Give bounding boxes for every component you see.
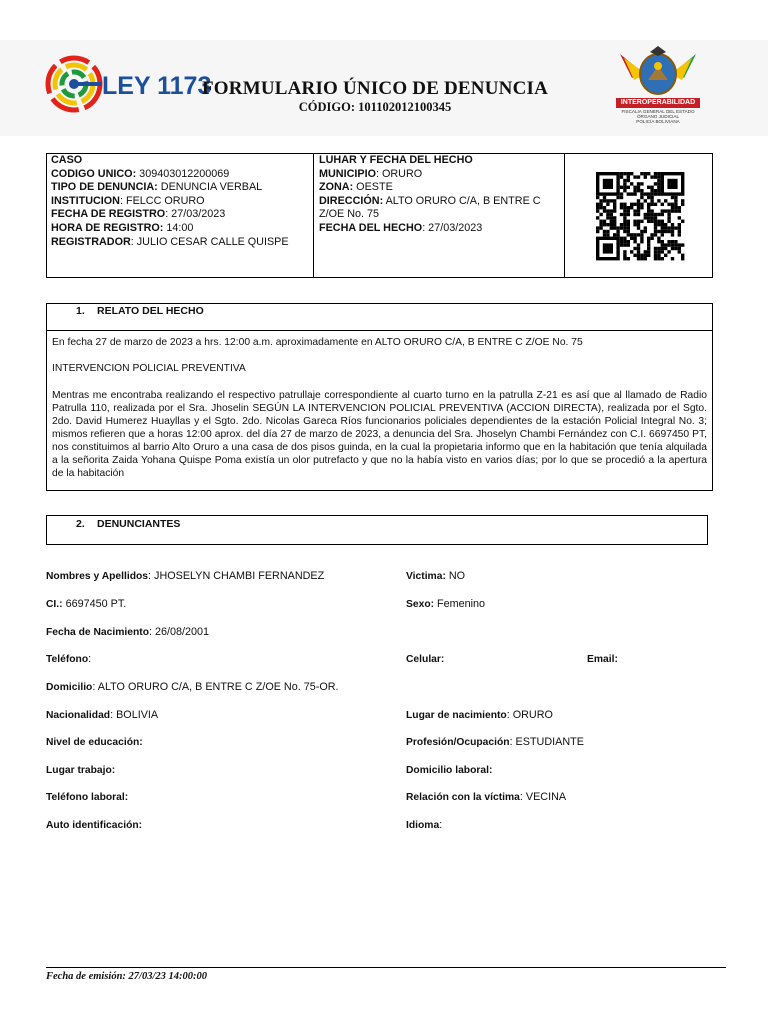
qr-code — [588, 172, 692, 262]
ci-field: CI.: 6697450 PT. — [46, 598, 127, 610]
relato-title: RELATO DEL HECHO — [97, 305, 204, 317]
lugar-trabajo-field: Lugar trabajo: — [46, 765, 116, 776]
denunciantes-number: 2. — [76, 518, 85, 530]
fecha-hecho-row: FECHA DEL HECHO: 27/03/2023 — [319, 221, 483, 234]
auto-identificacion-field: Auto identificación: — [46, 820, 143, 831]
relacion-victima-field: Relación con la víctima: VECINA — [406, 791, 567, 803]
case-row: FECHA DE REGISTRO: 27/03/2023 — [51, 208, 226, 221]
hecho-heading: LUHAR Y FECHA DEL HECHO — [319, 154, 473, 166]
ley-1173-logo — [44, 52, 212, 116]
direccion-row: DIRECCIÓN: ALTO ORURO C/A, B ENTRE C Z/OE No. 75 — [319, 194, 541, 221]
fecha-nacimiento-field: Fecha de Nacimiento: 26/08/2001 — [46, 626, 210, 638]
interoperabilidad-band: INTEROPERABILIDAD — [616, 98, 700, 108]
case-row: HORA DE REGISTRO: 14:00 — [51, 221, 194, 234]
denunciantes-title: DENUNCIANTES — [97, 518, 181, 530]
case-row: INSTITUCION: FELCC ORURO — [51, 194, 205, 207]
nacionalidad-field: Nacionalidad: BOLIVIA — [46, 709, 159, 721]
email-field: Email: — [587, 654, 618, 665]
lugar-nacimiento-field: Lugar de nacimiento: ORURO — [406, 709, 553, 721]
footer-divider — [46, 967, 726, 968]
profesion-field: Profesión/Ocupación: ESTUDIANTE — [406, 736, 584, 748]
relato-paragraph-2: INTERVENCION POLICIAL PREVENTIVA — [52, 363, 246, 374]
case-heading: CASO — [51, 154, 83, 166]
municipio-row: MUNICIPIO: ORURO — [319, 167, 423, 180]
victima-field: Victima: NO — [406, 570, 466, 582]
zona-row: ZONA: OESTE — [319, 181, 393, 194]
telefono-laboral-field: Teléfono laboral: — [46, 792, 129, 803]
nombres-field: Nombres y Apellidos: JHOSELYN CHAMBI FERNANDEZ — [46, 570, 325, 582]
relato-number: 1. — [76, 305, 85, 317]
form-code: CÓDIGO: 101102012100345 — [298, 100, 452, 114]
sexo-field: Sexo: Femenino — [406, 598, 486, 610]
form-title: FORMULARIO ÚNICO DE DENUNCIA — [201, 78, 549, 99]
seal-subtitle: FISCALIA GENERAL DEL ESTADO ÓRGANO JUDICIAL POLICÍA BOLIVIANA — [621, 109, 695, 124]
telefono-field: Teléfono: — [46, 653, 92, 665]
domicilio-laboral-field: Domicilio laboral: — [406, 765, 493, 776]
case-row: REGISTRADOR: JULIO CESAR CALLE QUISPE — [51, 235, 289, 248]
relato-paragraph-1: En fecha 27 de marzo de 2023 a hrs. 12:00 a.m. aproximadamente en ALTO ORURO C/A, B ENTRE C Z/OE No. 75 — [52, 337, 583, 348]
domicilio-field: Domicilio: ALTO ORURO C/A, B ENTRE C Z/OE No. 75-OR. — [46, 681, 339, 693]
nivel-educacion-field: Nivel de educación: — [46, 737, 143, 748]
case-row: TIPO DE DENUNCIA: DENUNCIA VERBAL — [51, 181, 263, 194]
case-details — [51, 154, 313, 249]
hecho-details — [319, 154, 561, 236]
fecha-emision: Fecha de emisión: 27/03/23 14:00:00 — [46, 971, 207, 982]
case-row: CODIGO UNICO: 309403012200069 — [51, 167, 230, 180]
celular-field: Celular: — [406, 654, 445, 665]
idioma-field: Idioma: — [406, 819, 443, 831]
logo-text: LEY 1173 — [102, 72, 212, 100]
relato-paragraph-3: Mentras me encontraba realizando el respectivo patrullaje correspondiente al cuarto turno en la patrulla Z-21 es así que al llamado de Radio Patrulla 110, realizada por el Sra. Jhoselin SEGÚN LA INTERVENCION POLICIAL PREVENTIVA (ACCION DIRECTA), realizada por el Sgto. 2do. David Humerez Huayllas y el Sgto. 2do. Nicolas Gareca Ríos funcionarios policiales dependientes de la estación Policial Integral No. 3; mismos refieren que a horas 12:00 aprox. del día 27 de marzo de 2023, a denuncia del Sra. Jhoselyn Chambi Fernández con C.I. 6697450 PT, nos constituimos al barrio Alto Oruro a una casa de dos pisos guinda, en la cual la propietaria informo que en la habitación que tenía alquilada a la señorita Zaida Yohana Quispe Poma existía un olor putrefacto y que no la había visto en varios días; por lo que se procedió a la apertura de la habitación — [52, 390, 707, 479]
